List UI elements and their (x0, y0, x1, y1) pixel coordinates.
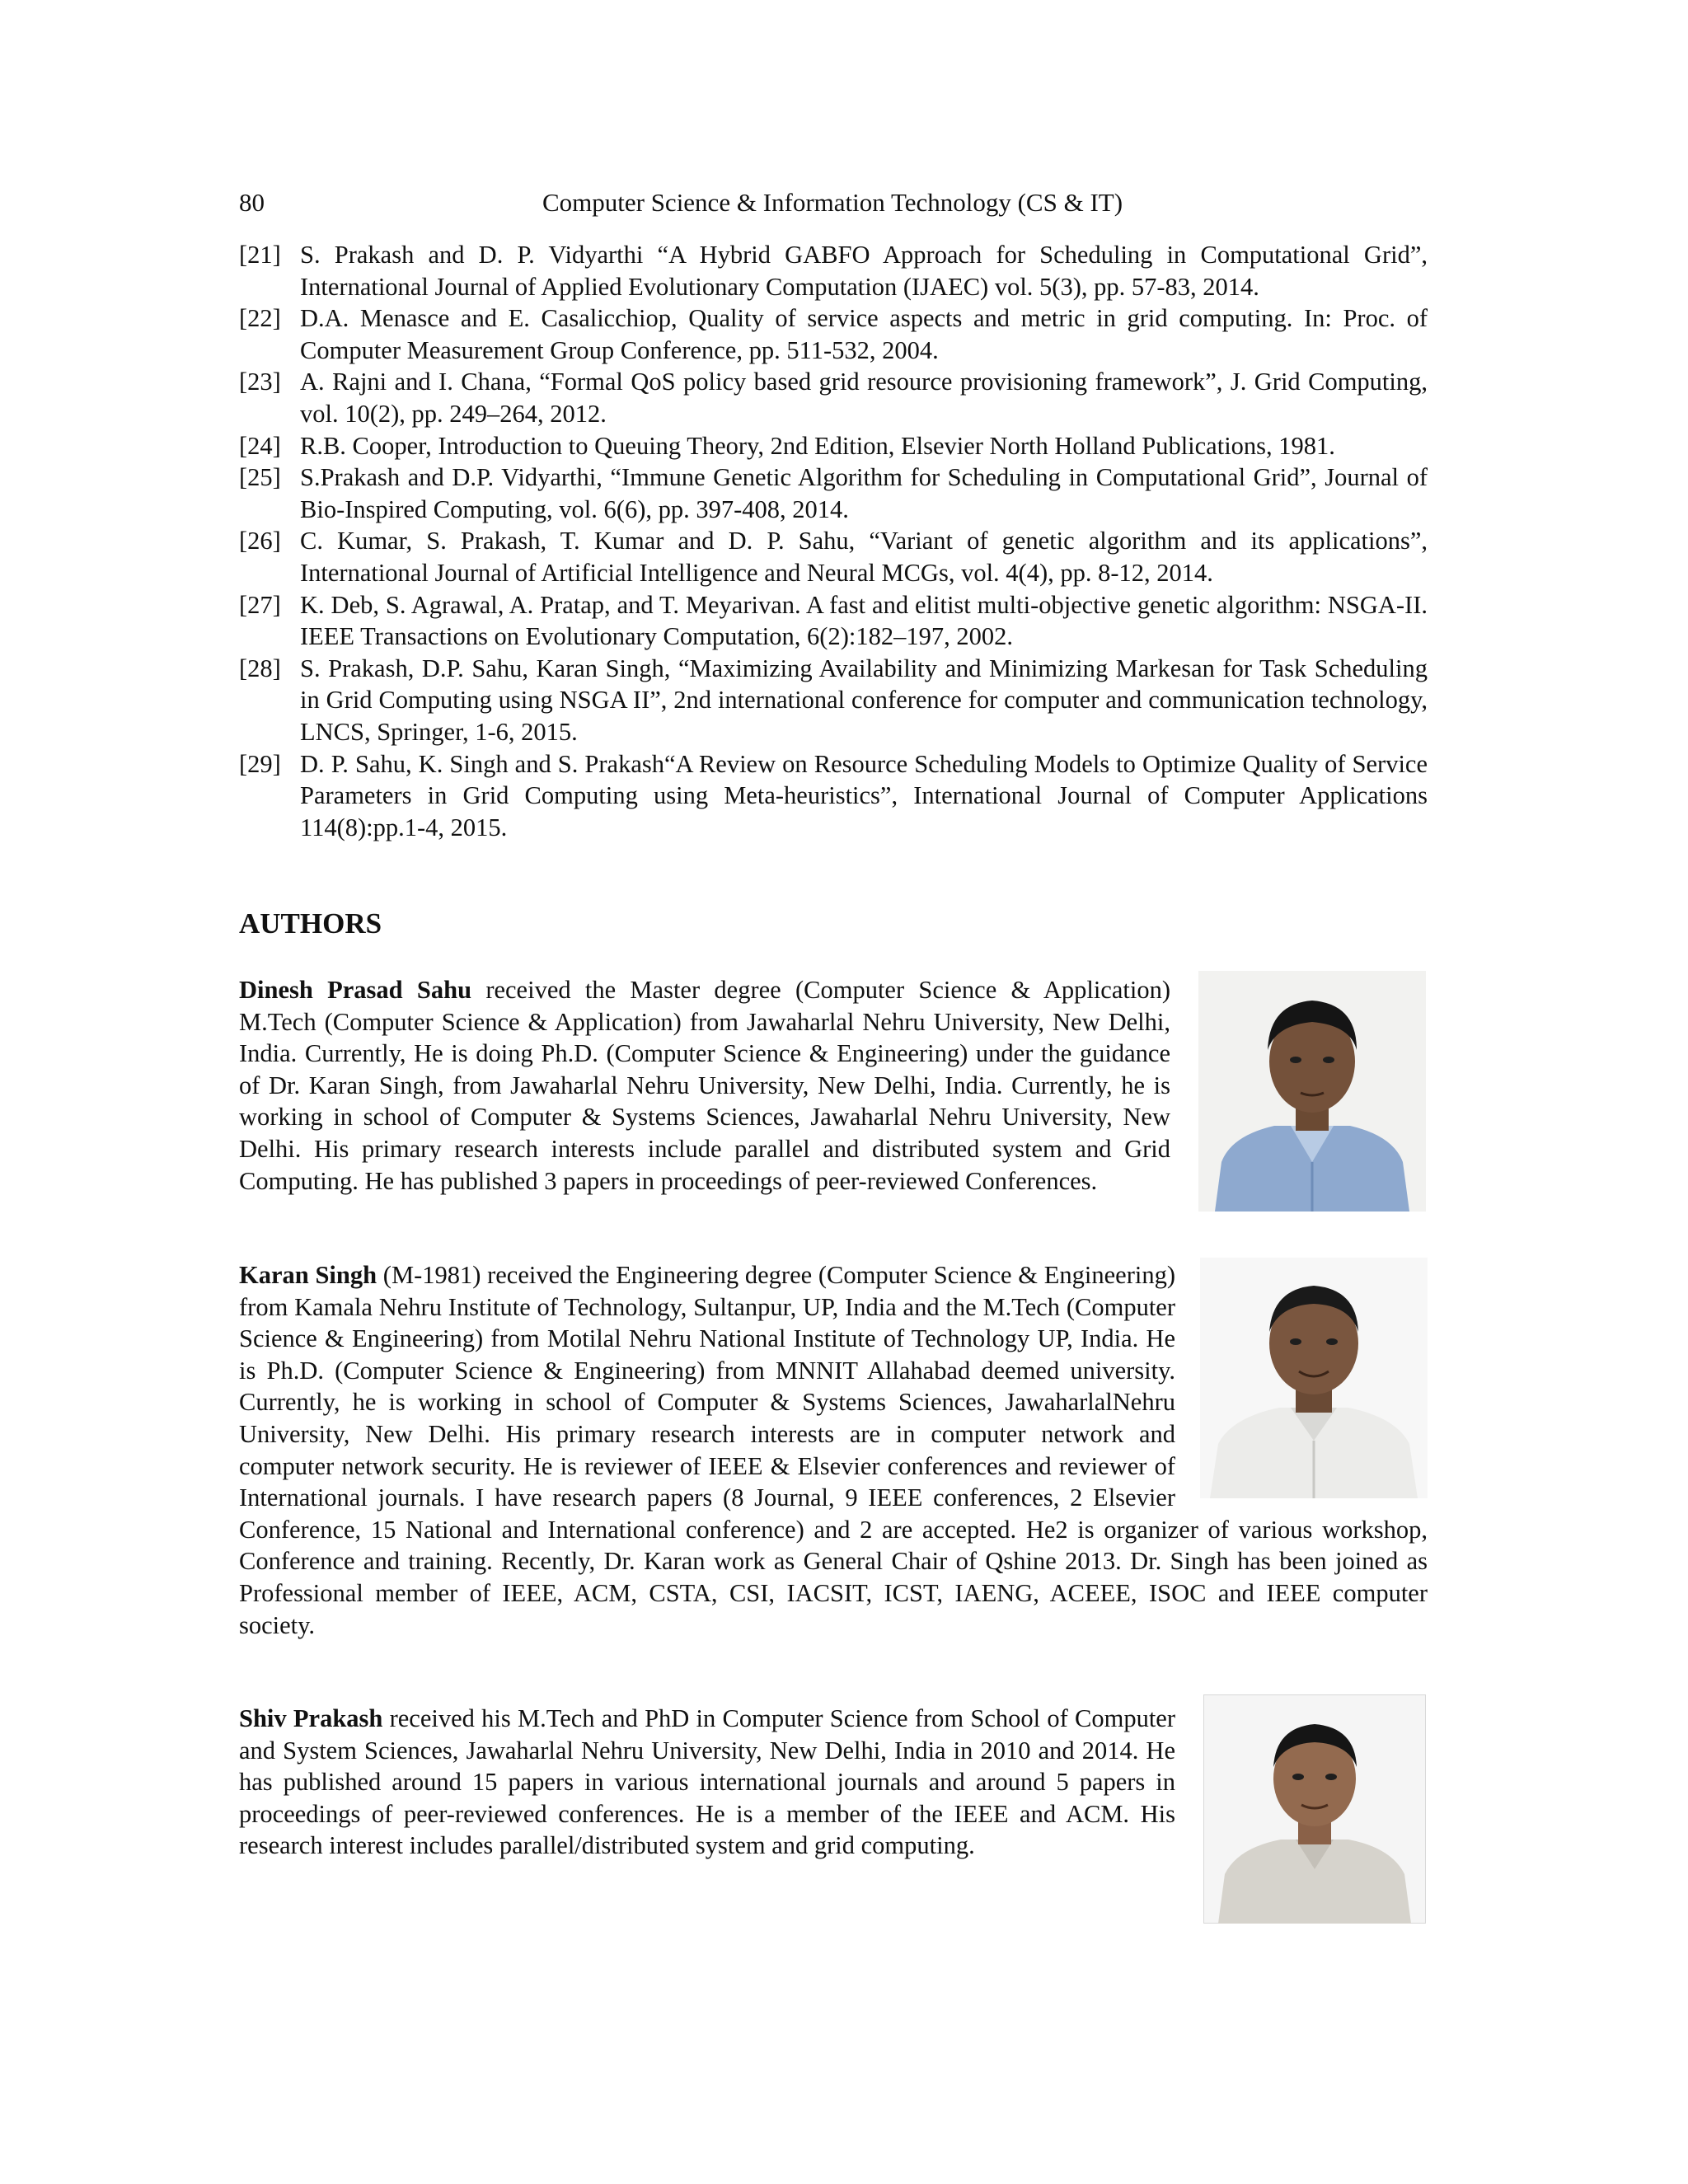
reference-text: D.A. Menasce and E. Casalicchiop, Quality of service aspects and metric in grid computing. In: Proc. of Computer Measurement Group Conference, pp. 511-532, 2004. (300, 304, 1428, 364)
author-photo-sahu (1198, 971, 1426, 1212)
reference-number: [27] (239, 590, 281, 619)
reference-number: [25] (239, 463, 281, 492)
reference-list (239, 239, 1428, 843)
author-bio-text: (M-1981) received the Engineering degree (Computer Science & Engineering) from Kamala Nehru Institute of Technology, Sultanpur, UP, India and the M.Tech (Computer Science & Engineering) from Motilal Nehru National Institute of Technology UP, India. He is Ph.D. (Computer Science & Engineering) from MNNIT Allahabad deemed university. Currently, he is working in school of Computer & Systems Sciences, JawaharlalNehru University, New Delhi. His primary research interests are in computer network and computer network security. He is reviewer of IEEE & Elsevier conferences and reviewer of International journals. I have research papers (8 Journal, 9 IEEE conferences, 2 Elsevier Conference, 15 National and International conference) and 2 are accepted. He2 is organizer of various workshop, Conference and training. Recently, Dr. Karan work as General Chair of Qshine 2013. Dr. Singh has been joined as Professional member of IEEE, ACM, CSTA, CSI, IACSIT, ICST, IAENG, ACEEE, ISOC and IEEE computer society. (239, 1261, 1428, 1639)
author-photo-singh (1200, 1258, 1428, 1498)
reference-number: [28] (239, 654, 281, 682)
journal-name: Computer Science & Information Technology (CS & IT) (542, 188, 1123, 217)
reference-number: [24] (239, 431, 281, 460)
author-name: Dinesh Prasad Sahu (239, 976, 472, 1004)
reference-text: S.Prakash and D.P. Vidyarthi, “Immune Genetic Algorithm for Scheduling in Computational Grid”, Journal of Bio-Inspired Computing, vol. 6(6), pp. 397-408, 2014. (300, 463, 1428, 523)
reference-text: S. Prakash and D. P. Vidyarthi “A Hybrid GABFO Approach for Scheduling in Computational Grid”, International Journal of Applied Evolutionary Computation (IJAEC) vol. 5(3), pp. 57-83, 2014. (300, 241, 1428, 301)
reference-text: K. Deb, S. Agrawal, A. Pratap, and T. Meyarivan. A fast and elitist multi-objective genetic algorithm: NSGA-II. IEEE Transactions on Evolutionary Computation, 6(2):182–197, 2002. (300, 590, 1428, 651)
reference-item (239, 430, 1428, 462)
author-bio-sahu (239, 974, 1170, 1197)
reference-item (239, 589, 1428, 653)
reference-item (239, 366, 1428, 429)
reference-item (239, 302, 1428, 366)
author-bio-prakash (239, 1703, 1175, 1862)
reference-item (239, 748, 1428, 844)
reference-number: [22] (239, 304, 281, 333)
reference-item (239, 525, 1428, 588)
reference-item (239, 239, 1428, 302)
author-bio-text: received the Master degree (Computer Science & Application) M.Tech (Computer Science & Application) from Jawaharlal Nehru University, New Delhi, India. Currently, He is doing Ph.D. (Computer Science & Engineering) under the guidance of Dr. Karan Singh, from Jawaharlal Nehru University, New Delhi, India. Currently, he is working in school of Computer & Systems Sciences, Jawaharlal Nehru University, New Delhi. His primary research interests include parallel and distributed system and Grid Computing. He has published 3 papers in proceedings of peer-reviewed Conferences. (239, 976, 1170, 1195)
reference-item (239, 462, 1428, 525)
reference-text: C. Kumar, S. Prakash, T. Kumar and D. P. Sahu, “Variant of genetic algorithm and its applications”, International Journal of Artificial Intelligence and Neural MCGs, vol. 4(4), pp. 8-12, 2014. (300, 527, 1428, 587)
author-bio-text: received his M.Tech and PhD in Computer Science from School of Computer and System Sciences, Jawaharlal Nehru University, New Delhi, India in 2010 and 2014. He has published around 15 papers in various international journals and around 5 papers in proceedings of peer-reviewed conferences. He is a member of the IEEE and ACM. His research interest includes parallel/distributed system and grid computing. (239, 1704, 1175, 1860)
reference-number: [29] (239, 749, 281, 778)
reference-text: A. Rajni and I. Chana, “Formal QoS policy based grid resource provisioning framework”, J. Grid Computing, vol. 10(2), pp. 249–264, 2012. (300, 368, 1428, 428)
author-photo-prakash (1203, 1694, 1426, 1924)
reference-text: R.B. Cooper, Introduction to Queuing Theory, 2nd Edition, Elsevier North Holland Publications, 1981. (300, 431, 1335, 460)
author-name: Shiv Prakash (239, 1704, 383, 1732)
author-bio-singh (239, 1259, 1428, 1641)
reference-number: [23] (239, 368, 281, 396)
reference-number: [21] (239, 241, 281, 269)
authors-heading: AUTHORS (239, 907, 382, 940)
running-head (239, 183, 1426, 223)
author-name: Karan Singh (239, 1261, 377, 1289)
reference-item (239, 653, 1428, 748)
page-number: 80 (239, 188, 265, 217)
reference-number: [26] (239, 527, 281, 555)
reference-text: D. P. Sahu, K. Singh and S. Prakash“A Review on Resource Scheduling Models to Optimize Quality of Service Parameters in Grid Computing using Meta-heuristics”, International Journal of Computer Applications 114(8):pp.1-4, 2015. (300, 749, 1428, 841)
reference-text: S. Prakash, D.P. Sahu, Karan Singh, “Maximizing Availability and Minimizing Markesan for Task Scheduling in Grid Computing using NSGA II”, 2nd international conference for computer and communication technology, LNCS, Springer, 1-6, 2015. (300, 654, 1428, 746)
